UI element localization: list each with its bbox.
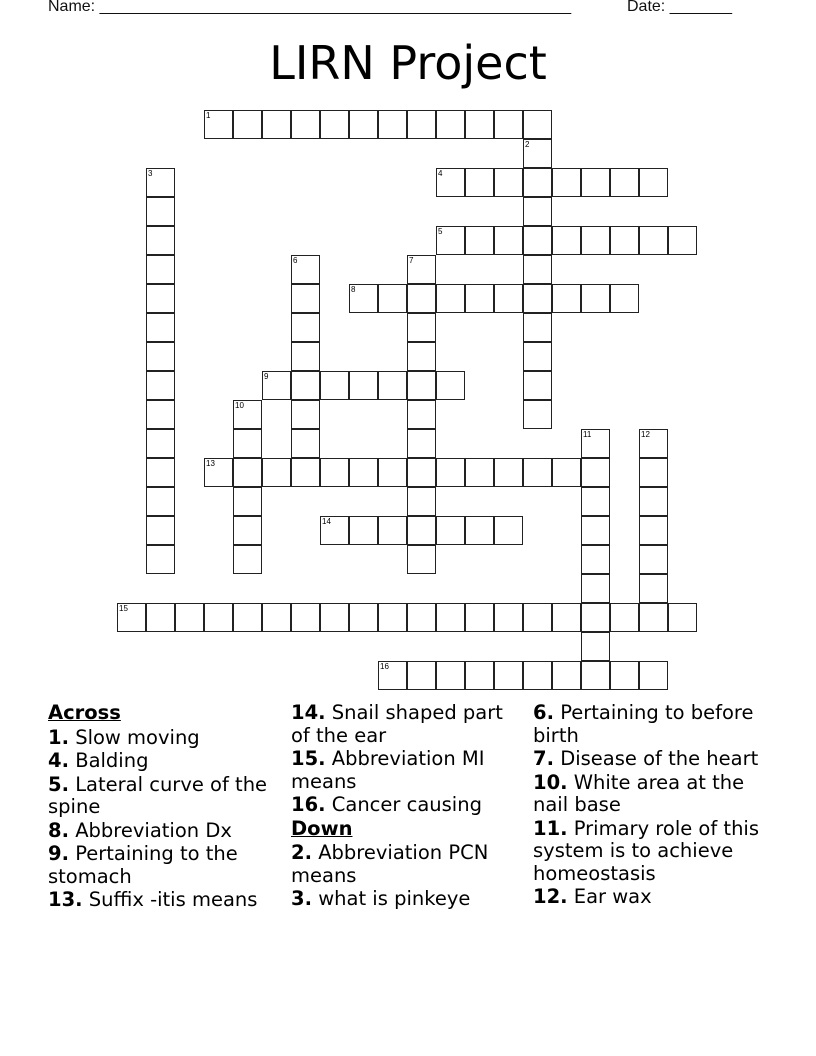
grid-cell[interactable] <box>291 284 320 313</box>
grid-cell[interactable] <box>523 313 552 342</box>
grid-cell[interactable] <box>407 313 436 342</box>
grid-cell[interactable] <box>320 371 349 400</box>
clue-across-15: 15. Abbreviation MI means <box>291 747 485 793</box>
grid-cell[interactable] <box>436 168 465 197</box>
grid-cell[interactable] <box>552 661 581 690</box>
clue-down-12: 12. Ear wax <box>533 885 652 908</box>
grid-cell[interactable] <box>581 632 610 661</box>
grid-cell[interactable] <box>204 603 233 632</box>
grid-cell[interactable] <box>494 603 523 632</box>
grid-cell[interactable] <box>523 139 552 168</box>
grid-cell[interactable] <box>378 284 407 313</box>
grid-cell[interactable] <box>610 226 639 255</box>
clue-number: 13 <box>206 459 215 468</box>
grid-cell[interactable] <box>523 197 552 226</box>
grid-cell[interactable] <box>523 168 552 197</box>
grid-cell[interactable] <box>146 197 175 226</box>
grid-cell[interactable] <box>610 603 639 632</box>
grid-cell[interactable] <box>262 458 291 487</box>
grid-cell[interactable] <box>639 168 668 197</box>
grid-cell[interactable] <box>291 458 320 487</box>
clue-number: 12 <box>641 430 650 439</box>
grid-cell[interactable] <box>494 661 523 690</box>
grid-cell[interactable] <box>552 603 581 632</box>
grid-cell[interactable] <box>349 458 378 487</box>
grid-cell[interactable] <box>639 603 668 632</box>
grid-cell[interactable] <box>523 284 552 313</box>
clue-across-9: 9. Pertaining to the stomach <box>48 842 238 888</box>
grid-cell[interactable] <box>146 458 175 487</box>
grid-cell[interactable] <box>523 400 552 429</box>
grid-cell[interactable] <box>494 458 523 487</box>
clue-down-10: 10. White area at the nail base <box>533 770 745 816</box>
grid-cell[interactable] <box>407 487 436 516</box>
grid-cell[interactable] <box>320 516 349 545</box>
grid-cell[interactable] <box>146 168 175 197</box>
grid-cell[interactable] <box>291 603 320 632</box>
grid-cell[interactable] <box>436 603 465 632</box>
grid-cell[interactable] <box>581 603 610 632</box>
grid-cell[interactable] <box>639 429 668 458</box>
grid-cell[interactable] <box>146 487 175 516</box>
grid-cell[interactable] <box>407 255 436 284</box>
grid-cell[interactable] <box>378 371 407 400</box>
grid-cell[interactable] <box>378 661 407 690</box>
grid-cell[interactable] <box>233 110 262 139</box>
grid-cell[interactable] <box>465 458 494 487</box>
grid-cell[interactable] <box>407 545 436 574</box>
clue-number: 16 <box>380 662 389 671</box>
clue-number: 6 <box>293 256 298 265</box>
grid-cell[interactable] <box>465 168 494 197</box>
grid-cell[interactable] <box>349 371 378 400</box>
grid-cell[interactable] <box>494 168 523 197</box>
grid-cell[interactable] <box>407 458 436 487</box>
grid-cell[interactable] <box>349 110 378 139</box>
grid-cell[interactable] <box>581 429 610 458</box>
grid-cell[interactable] <box>552 168 581 197</box>
grid-cell[interactable] <box>465 661 494 690</box>
grid-cell[interactable] <box>523 255 552 284</box>
grid-cell[interactable] <box>552 226 581 255</box>
grid-cell[interactable] <box>262 110 291 139</box>
grid-cell[interactable] <box>639 661 668 690</box>
grid-cell[interactable] <box>552 284 581 313</box>
grid-cell[interactable] <box>233 458 262 487</box>
grid-cell[interactable] <box>378 516 407 545</box>
grid-cell[interactable] <box>320 603 349 632</box>
grid-cell[interactable] <box>639 487 668 516</box>
grid-cell[interactable] <box>610 284 639 313</box>
grid-cell[interactable] <box>581 487 610 516</box>
grid-cell[interactable] <box>291 313 320 342</box>
grid-cell[interactable] <box>407 110 436 139</box>
clue-number: 10 <box>235 401 244 410</box>
grid-cell[interactable] <box>523 110 552 139</box>
grid-cell[interactable] <box>233 545 262 574</box>
clue-down-11: 11. Primary role of this system is to achieve homeostasis <box>533 816 760 885</box>
grid-cell[interactable] <box>465 110 494 139</box>
clue-number: 11 <box>583 430 592 439</box>
clue-number: 2 <box>525 140 530 149</box>
grid-cell[interactable] <box>639 458 668 487</box>
grid-cell[interactable] <box>146 284 175 313</box>
grid-cell[interactable] <box>146 400 175 429</box>
grid-cell[interactable] <box>581 458 610 487</box>
grid-cell[interactable] <box>436 371 465 400</box>
grid-cell[interactable] <box>552 458 581 487</box>
grid-cell[interactable] <box>233 516 262 545</box>
grid-cell[interactable] <box>436 516 465 545</box>
grid-cell[interactable] <box>407 516 436 545</box>
grid-cell[interactable] <box>581 516 610 545</box>
grid-cell[interactable] <box>291 400 320 429</box>
grid-cell[interactable] <box>262 371 291 400</box>
clue-down-3: 3. what is pinkeye <box>291 887 471 910</box>
grid-cell[interactable] <box>465 226 494 255</box>
clue-number: 7 <box>409 256 414 265</box>
grid-cell[interactable] <box>581 284 610 313</box>
grid-cell[interactable] <box>436 661 465 690</box>
grid-cell[interactable] <box>610 661 639 690</box>
clue-column-1 <box>48 702 283 913</box>
grid-cell[interactable] <box>523 226 552 255</box>
grid-cell[interactable] <box>291 110 320 139</box>
clue-number: 4 <box>438 169 443 178</box>
grid-cell[interactable] <box>407 661 436 690</box>
grid-cell[interactable] <box>465 284 494 313</box>
grid-cell[interactable] <box>523 371 552 400</box>
clue-number: 15 <box>119 604 128 613</box>
grid-cell[interactable] <box>639 226 668 255</box>
grid-cell[interactable] <box>639 516 668 545</box>
grid-cell[interactable] <box>175 603 204 632</box>
page-title: LIRN Project <box>269 36 547 90</box>
grid-cell[interactable] <box>494 110 523 139</box>
clue-across-8: 8. Abbreviation Dx <box>48 818 232 842</box>
grid-cell[interactable] <box>291 342 320 371</box>
grid-cell[interactable] <box>320 458 349 487</box>
clue-across-5: 5. Lateral curve of the spine <box>48 772 268 818</box>
grid-cell[interactable] <box>349 516 378 545</box>
clue-across-13: 13. Suffix -itis means <box>48 888 258 911</box>
grid-cell[interactable] <box>407 284 436 313</box>
grid-cell[interactable] <box>581 168 610 197</box>
clue-number: 14 <box>322 517 331 526</box>
grid-cell[interactable] <box>233 429 262 458</box>
grid-cell[interactable] <box>668 603 697 632</box>
grid-cell[interactable] <box>407 429 436 458</box>
grid-cell[interactable] <box>378 603 407 632</box>
grid-cell[interactable] <box>494 284 523 313</box>
name-field-label: Name: _____________________________________________________ <box>48 0 572 15</box>
grid-cell[interactable] <box>436 110 465 139</box>
grid-cell[interactable] <box>146 429 175 458</box>
clue-across-14: 14. Snail shaped part of the ear <box>291 701 503 747</box>
grid-cell[interactable] <box>465 603 494 632</box>
grid-cell[interactable] <box>581 661 610 690</box>
grid-cell[interactable] <box>494 516 523 545</box>
clue-across-4: 4. Balding <box>48 749 149 772</box>
grid-cell[interactable] <box>349 603 378 632</box>
grid-cell[interactable] <box>204 110 233 139</box>
grid-cell[interactable] <box>146 545 175 574</box>
grid-cell[interactable] <box>523 458 552 487</box>
grid-cell[interactable] <box>610 168 639 197</box>
grid-cell[interactable] <box>291 371 320 400</box>
grid-cell[interactable] <box>291 255 320 284</box>
grid-cell[interactable] <box>407 603 436 632</box>
clue-column-3 <box>533 702 773 910</box>
grid-cell[interactable] <box>581 226 610 255</box>
grid-cell[interactable] <box>668 226 697 255</box>
clue-number: 9 <box>264 372 269 381</box>
grid-cell[interactable] <box>523 661 552 690</box>
grid-cell[interactable] <box>436 226 465 255</box>
clue-down-7: 7. Disease of the heart <box>533 747 759 770</box>
date-field-label: Date: _______ <box>627 0 732 15</box>
clue-column-2 <box>291 702 523 912</box>
grid-cell[interactable] <box>407 400 436 429</box>
grid-cell[interactable] <box>639 574 668 603</box>
clue-number: 5 <box>438 227 443 236</box>
grid-cell[interactable] <box>320 110 349 139</box>
grid-cell[interactable] <box>233 603 262 632</box>
clue-number: 1 <box>206 111 211 120</box>
grid-cell[interactable] <box>436 458 465 487</box>
grid-cell[interactable] <box>146 255 175 284</box>
grid-cell[interactable] <box>523 603 552 632</box>
grid-cell[interactable] <box>146 226 175 255</box>
grid-cell[interactable] <box>494 226 523 255</box>
down-heading: Down <box>291 816 353 840</box>
clue-down-6: 6. Pertaining to before birth <box>533 701 754 747</box>
grid-cell[interactable] <box>233 487 262 516</box>
grid-cell[interactable] <box>117 603 146 632</box>
clue-across-1: 1. Slow moving <box>48 725 200 749</box>
grid-cell[interactable] <box>204 458 233 487</box>
grid-cell[interactable] <box>581 545 610 574</box>
grid-cell[interactable] <box>146 603 175 632</box>
grid-cell[interactable] <box>523 342 552 371</box>
grid-cell[interactable] <box>407 371 436 400</box>
across-heading: Across <box>48 701 121 724</box>
grid-cell[interactable] <box>465 516 494 545</box>
grid-cell[interactable] <box>146 342 175 371</box>
grid-cell[interactable] <box>349 284 378 313</box>
grid-cell[interactable] <box>146 371 175 400</box>
grid-cell[interactable] <box>233 400 262 429</box>
grid-cell[interactable] <box>262 603 291 632</box>
clue-number: 3 <box>148 169 153 178</box>
clue-number: 8 <box>351 285 356 294</box>
clue-across-16: 16. Cancer causing <box>291 793 482 816</box>
grid-cell[interactable] <box>639 545 668 574</box>
clue-down-2: 2. Abbreviation PCN means <box>291 841 489 887</box>
grid-cell[interactable] <box>146 313 175 342</box>
grid-cell[interactable] <box>436 284 465 313</box>
grid-cell[interactable] <box>146 516 175 545</box>
grid-cell[interactable] <box>581 574 610 603</box>
grid-cell[interactable] <box>291 429 320 458</box>
grid-cell[interactable] <box>378 458 407 487</box>
grid-cell[interactable] <box>407 342 436 371</box>
grid-cell[interactable] <box>378 110 407 139</box>
